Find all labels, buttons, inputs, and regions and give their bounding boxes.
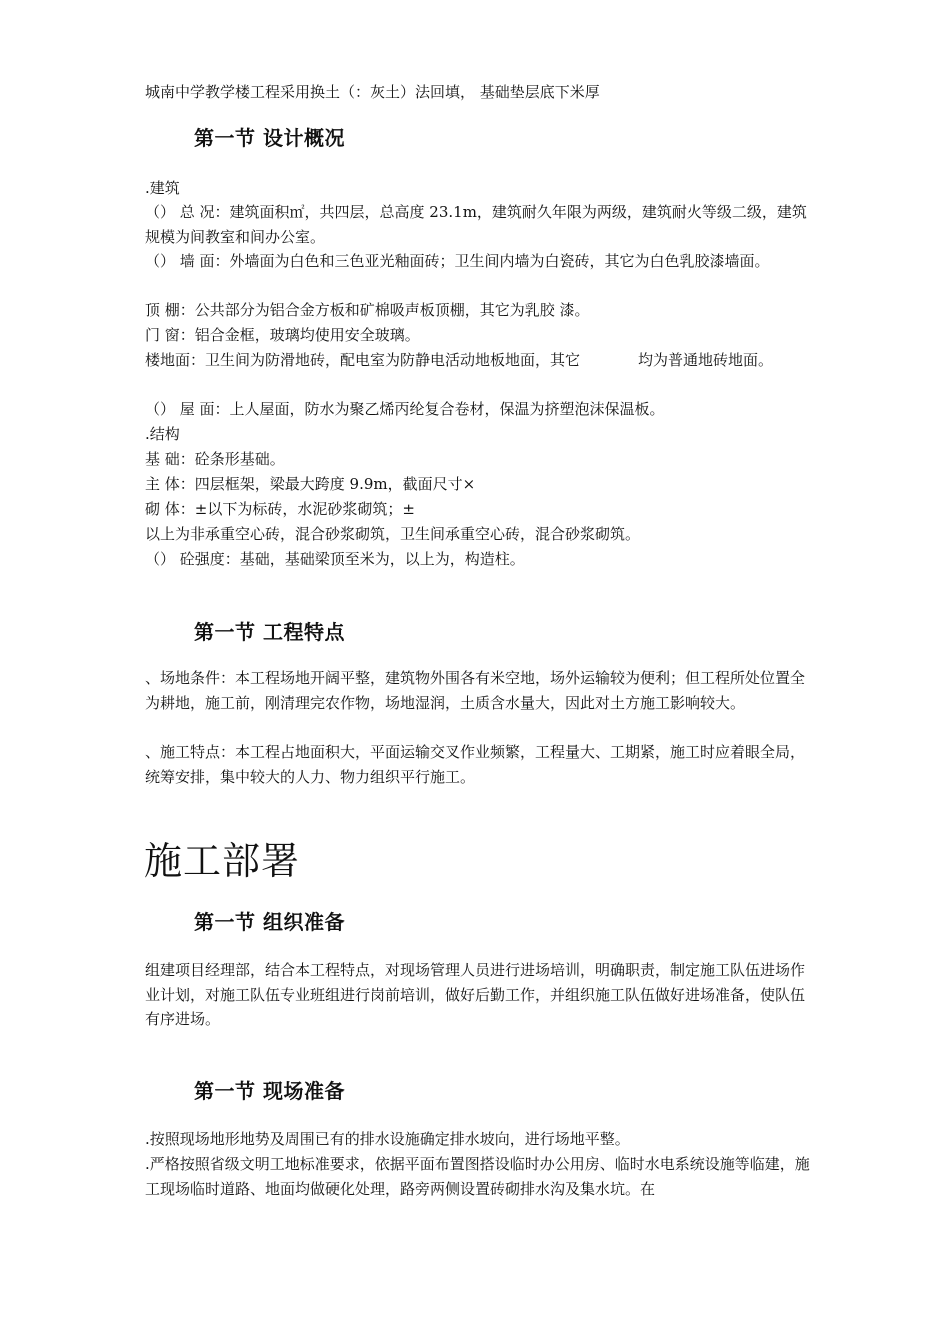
design-line-concrete-strength: （） 砼强度：基础，基础梁顶至米为，以上为，构造柱。 (145, 550, 525, 568)
intro-text: 城南中学教学楼工程采用换土（：灰土）法回填， 基础垫层底下米厚 (145, 83, 600, 101)
site-prep-drainage: .按照现场地形地势及周围已有的排水设施确定排水坡向，进行场地平整。 (145, 1130, 630, 1148)
design-line-foundation: 基 础：砼条形基础。 (145, 450, 285, 468)
organization-paragraph: 组建项目经理部，结合本工程特点，对现场管理人员进行进场培训，明确职责，制定施工队伍进场作业计划，对施工队伍专业班组进行岗前培训，做好后勤工作，并组织施工队伍做好进场准备，使队伍有序进场。 (145, 961, 806, 1028)
design-line-wall: （） 墙 面：外墙面为白色和三色亚光釉面砖；卫生间内墙为白瓷砖，其它为白色乳胶漆墙面。 (145, 252, 770, 270)
design-line-general: （） 总 况：建筑面积㎡，共四层，总高度 23.1m，建筑耐久年限为两级，建筑耐火等级二级，建筑规模为间教室和间办公室。 (145, 203, 807, 246)
section-heading-design-overview: 第一节 设计概况 (194, 126, 345, 150)
site-prep-temporary-facilities: .严格按照省级文明工地标准要求，依据平面布置图搭设临时办公用房、临时水电系统设施等临建，施工现场临时道路、地面均做硬化处理，路旁两侧设置砖砌排水沟及集水坑。在 (145, 1155, 810, 1198)
design-line-roof: （） 屋 面：上人屋面，防水为聚乙烯丙纶复合卷材，保温为挤塑泡沫保温板。 (145, 400, 665, 418)
design-line-doors-windows: 门 窗：铝合金框，玻璃均使用安全玻璃。 (145, 326, 420, 344)
section-heading-project-features: 第一节 工程特点 (194, 620, 345, 644)
section-heading-organization: 第一节 组织准备 (194, 910, 345, 934)
features-site-conditions: 、场地条件：本工程场地开阔平整，建筑物外围各有米空地，场外运输较为便利；但工程所处位置全为耕地，施工前，刚清理完农作物，场地湿润，土质含水量大，因此对土方施工影响较大。 (145, 669, 806, 712)
design-line-architecture: .建筑 (145, 179, 180, 197)
design-line-main-body: 主 体：四层框架，梁最大跨度 9.9m，截面尺寸× (145, 475, 476, 493)
features-construction-characteristics: 、施工特点：本工程占地面积大，平面运输交叉作业频繁，工程量大、工期紧，施工时应着眼全局，统筹安排，集中较大的人力、物力组织平行施工。 (145, 743, 806, 786)
design-line-ceiling: 顶 棚：公共部分为铝合金方板和矿棉吸声板顶棚，其它为乳胶 漆。 (145, 301, 590, 319)
design-line-floor (145, 348, 810, 373)
chapter-title: 施工部署 (144, 839, 301, 883)
section-heading-site-preparation: 第一节 现场准备 (194, 1079, 345, 1103)
design-line-masonry: 砌 体：±以下为标砖，水泥砂浆砌筑；± (145, 500, 415, 518)
design-line-structure: .结构 (145, 425, 180, 443)
design-line-masonry-upper: 以上为非承重空心砖，混合砂浆砌筑，卫生间承重空心砖，混合砂浆砌筑。 (145, 525, 641, 543)
design-line-floor-part1: 楼地面：卫生间为防滑地砖，配电室为防静电活动地板地面，其它 (145, 351, 581, 369)
design-line-floor-part2: 均为普通地砖地面。 (638, 351, 774, 369)
